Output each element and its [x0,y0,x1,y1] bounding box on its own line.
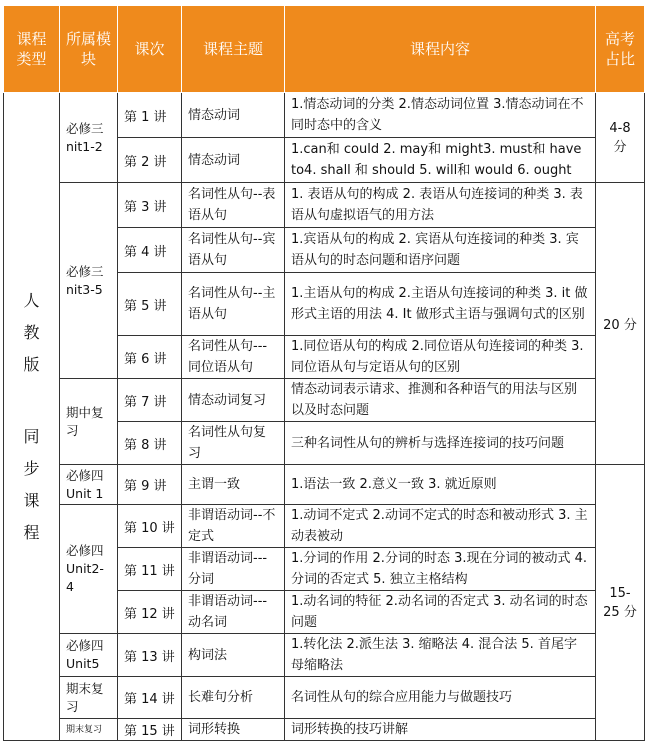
lesson-cell: 第 10 讲 [118,505,182,548]
topic-cell: 非谓语动词---动名词 [182,591,285,634]
module-cell: 期末复习 [60,719,118,741]
module-cell: 必修三nit1-2 [60,93,118,183]
lesson-cell: 第 11 讲 [118,548,182,591]
topic-cell: 主谓一致 [182,465,285,505]
header-course-type: 课程类型 [4,6,60,93]
lesson-cell: 第 6 讲 [118,336,182,379]
topic-cell: 长难句分析 [182,677,285,719]
table-row [4,465,645,505]
module-cell: 期中复习 [60,379,118,465]
topic-cell: 名词性从句--宾语从句 [182,228,285,273]
module-cell: 必修四Unit5 [60,634,118,677]
content-cell: 词形转换的技巧讲解 [285,719,596,741]
module-cell: 期末复习 [60,677,118,719]
header-lesson: 课次 [118,6,182,93]
ratio-cell: 15-25 分 [596,465,645,741]
content-cell: 情态动词表示请求、推测和各种语气的用法与区别以及时态问题 [285,379,596,422]
topic-cell: 情态动词 [182,93,285,138]
course-type-bottom: 同步课程 [23,426,40,542]
table-row [4,634,645,677]
course-type-cell [4,93,60,741]
content-cell: 1.语法一致 2.意义一致 3. 就近原则 [285,465,596,505]
content-cell: 1.转化法 2.派生法 3. 缩略法 4. 混合法 5. 首尾字母缩略法 [285,634,596,677]
topic-cell: 名词性从句---同位语从句 [182,336,285,379]
lesson-cell: 第 15 讲 [118,719,182,741]
lesson-cell: 第 1 讲 [118,93,182,138]
topic-cell: 名词性从句--表语从句 [182,183,285,228]
course-type-top: 人教版 [23,290,40,374]
header-ratio: 高考占比 [596,6,645,93]
content-cell: 三种名词性从句的辨析与选择连接词的技巧问题 [285,422,596,465]
table-row [4,677,645,719]
table-row [4,93,645,138]
content-cell: 1.宾语从句的构成 2. 宾语从句连接词的种类 3. 宾语从句的时态问题和语序问题 [285,228,596,273]
lesson-cell: 第 9 讲 [118,465,182,505]
content-cell: 1.主语从句的构成 2.主语从句连接词的种类 3. it 做形式主语的用法 4. It 做形式主语与强调句式的区别 [285,273,596,336]
table-row [4,505,645,548]
module-cell: 必修四Unit2-4 [60,505,118,634]
lesson-cell: 第 12 讲 [118,591,182,634]
table-row [4,719,645,741]
lesson-cell: 第 3 讲 [118,183,182,228]
header-topic: 课程主题 [182,6,285,93]
lesson-cell: 第 7 讲 [118,379,182,422]
topic-cell: 情态动词 [182,138,285,183]
content-cell: 1.情态动词的分类 2.情态动词位置 3.情态动词在不同时态中的含义 [285,93,596,138]
lesson-cell: 第 2 讲 [118,138,182,183]
topic-cell: 非谓语动词---分词 [182,548,285,591]
topic-cell: 名词性从句--主语从句 [182,273,285,336]
lesson-cell: 第 8 讲 [118,422,182,465]
header-row [4,6,645,93]
lesson-cell: 第 5 讲 [118,273,182,336]
content-cell: 名词性从句的综合应用能力与做题技巧 [285,677,596,719]
topic-cell: 非谓语动词--不定式 [182,505,285,548]
ratio-cell: 4-8 分 [596,93,645,183]
content-cell: 1.同位语从句的构成 2.同位语从句连接词的种类 3.同位语从句与定语从句的区别 [285,336,596,379]
content-cell: 1.动词不定式 2.动词不定式的时态和被动形式 3. 主动表被动 [285,505,596,548]
lesson-cell: 第 13 讲 [118,634,182,677]
topic-cell: 情态动词复习 [182,379,285,422]
topic-cell: 词形转换 [182,719,285,741]
header-content: 课程内容 [285,6,596,93]
content-cell: 1. 表语从句的构成 2. 表语从句连接词的种类 3. 表语从句虚拟语气的用方法 [285,183,596,228]
table-row [4,379,645,422]
content-cell: 1.分词的作用 2.分词的时态 3.现在分词的被动式 4. 分词的否定式 5. 独立主格结构 [285,548,596,591]
topic-cell: 名词性从句复习 [182,422,285,465]
module-cell: 必修四Unit 1 [60,465,118,505]
content-cell: 1.can和 could 2. may和 might3. must和 have to4. shall 和 should 5. will和 would 6. ought [285,138,596,183]
ratio-cell: 20 分 [596,183,645,465]
content-cell: 1.动名词的特征 2.动名词的否定式 3. 动名词的时态问题 [285,591,596,634]
course-table [3,5,645,741]
header-module: 所属模块 [60,6,118,93]
topic-cell: 构词法 [182,634,285,677]
module-cell: 必修三nit3-5 [60,183,118,379]
lesson-cell: 第 14 讲 [118,677,182,719]
lesson-cell: 第 4 讲 [118,228,182,273]
table-row [4,183,645,228]
